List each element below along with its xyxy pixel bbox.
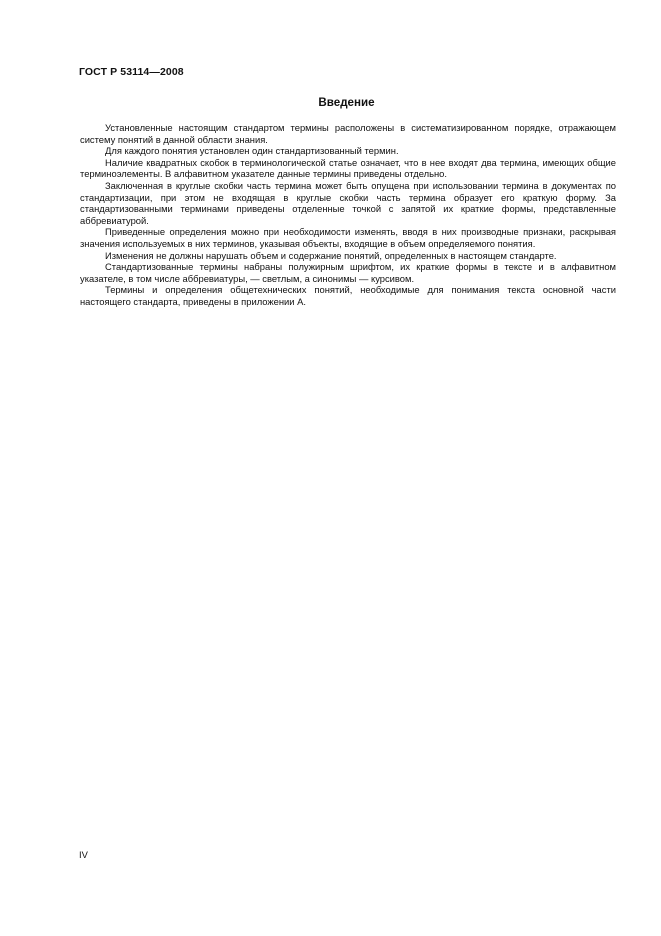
section-title: Введение — [318, 96, 375, 109]
paragraph-5: Приведенные определения можно при необходимости изменять, вводя в них производные признаки, раскрывая значения используемых в них терминов, указывая объекты, входящие в объем определяемого понятия. — [80, 226, 616, 249]
document-header-code: ГОСТ Р 53114—2008 — [79, 66, 184, 78]
page-number: IV — [79, 849, 88, 860]
paragraph-4: Заключенная в круглые скобки часть термина может быть опущена при использовании термина в документах по стандартизации, при этом не входящая в круглые скобки часть термина образует его краткую форму. За стандартизованными терминами приведены отделенные точкой с запятой их краткие формы, представленные аббревиатурой. — [80, 179, 616, 226]
introduction-text — [80, 122, 616, 308]
paragraph-6: Изменения не должны нарушать объем и содержание понятий, определенных в настоящем стандарте. — [105, 249, 557, 261]
paragraph-7: Стандартизованные термины набраны полужирным шрифтом, их краткие формы в тексте и в алфавитном указателе, в том числе аббревиатуры, — светлым, а синонимы — курсивом. — [80, 261, 616, 284]
paragraph-8: Термины и определения общетехнических понятий, необходимые для понимания текста основной части настоящего стандарта, приведены в приложении А. — [80, 284, 616, 307]
paragraph-1: Установленные настоящим стандартом термины расположены в систематизированном порядке, отражающем систему понятий в данной области знания. — [80, 122, 616, 145]
paragraph-2: Для каждого понятия установлен один стандартизованный термин. — [105, 145, 399, 157]
paragraph-3: Наличие квадратных скобок в терминологической статье означает, что в нее входят два термина, имеющих общие терминоэлементы. В алфавитном указателе данные термины приведены отдельно. — [80, 156, 616, 180]
